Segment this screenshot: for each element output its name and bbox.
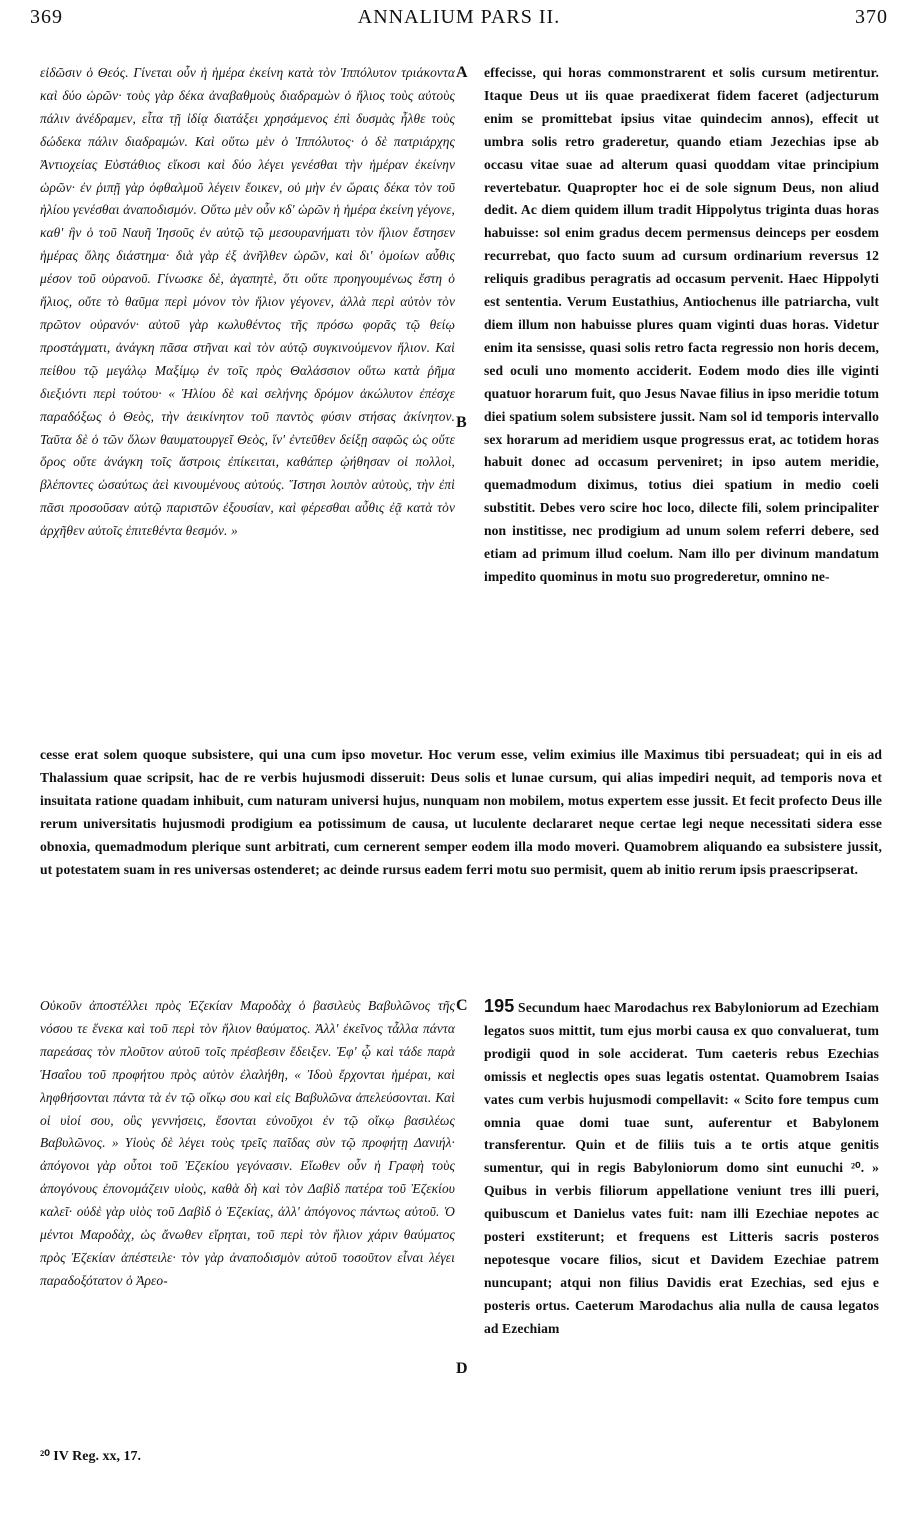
latin-text-section-2: [484, 995, 879, 1341]
column-number-195: 195: [484, 996, 515, 1016]
footnote: ²⁰ IV Reg. xx, 17.: [40, 1449, 141, 1464]
page-number-right: 370: [854, 6, 888, 28]
page-number-left: 369: [30, 6, 63, 28]
greek-text-section-2: Οὐκοῦν ἀποστέλλει πρὸς Ἐζεκίαν Μαροδὰχ ὁ βασιλεὺς Βαβυλῶνος τῆς νόσου τε ἕνεκα καὶ τοῦ περὶ τὸν ἥλιον θαύματος. Ἀλλ' ἐκεῖνος τἆλλα πάντα παρεάσας τὸν πλοῦτον αὐτοῦ τοῖς πρέσβεσιν ἔδειξεν. Ἐφ' ᾧ καὶ τάδε παρὰ Ἡσαΐου τοῦ προφήτου πρὸς αὐτὸν ἐλαλήθη, « Ἰδοὺ ἔρχονται ἡμέραι, καὶ ληφθήσονται πάντα τὰ ἐν τῷ οἴκῳ σου καὶ εἰς Βαβυλῶνα ἀπελεύσονται. Καὶ οἱ υἱοί σου, οὓς γεννήσεις, ἔσονται εὐνοῦχοι ἐν τῷ οἴκῳ βασιλέως Βαβυλῶνος. » Υἱοὺς δὲ λέγει τοὺς τρεῖς παῖδας σὺν τῷ προφήτῃ Δανιήλ· ἀπόγονοι γὰρ οὗτοι τοῦ Ἐζεκίου γεγόνασιν. Εἴωθεν οὖν ἡ Γραφὴ τοὺς ἀπογόνους ἐπονομάζειν υἱοὺς, καθὰ δὴ καὶ τὸν Δαβὶδ πατέρα τοῦ Ἐζεκίου καλεῖ· οὐδὲ γὰρ υἱὸς τοῦ Δαβὶδ ὁ Ἐζεκίας, ἀλλ' ἀπόγονος πάντως αὐτοῦ. Ὁ μέντοι Μαροδὰχ, ὡς ἄνωθεν εἴρηται, τοῦ περὶ τὸν ἥλιον χάριν θαύματος πρὸς Ἐζεκίαν ἀπέστειλε· τὸν γὰρ ἀναποδισμὸν αὐτοῦ τοσοῦτον εἶναι λέγει παραδοξότατον ὁ Ἀρεο-: [40, 998, 455, 1288]
greek-column-section-2: [40, 995, 455, 1440]
latin-full-width-paragraph: [40, 744, 882, 984]
margin-marker-d: D: [456, 1360, 468, 1377]
latin-full-width-text: cesse erat solem quoque subsistere, qui una cum ipso movetur. Hoc verum esse, velim eximius ille Maximus tibi persuadeat; qui in eis ad Thalassium quae scripsit, hac de re verbis hujusmodi disseruit: Deus solis et lunae cursum, qui alias impediri nequit, ad temporis nova et insuitata ratione quadam inhibuit, cum naturam universi hujus, nunquam non mobilem, motus expertem esse jussit. Et fecit profecto Deus ille rerum universitatis hujusmodi prodigium ea potissimum de causa, ut luculente declararet neque certae legi neque necessitati sidera esse obnoxia, quemadmodum plerique sunt arbitrati, cum cernerent semper eodem illa modo moveri. Quamobrem aliquando ea subsistere jussit, ut potestatem suam in res universas ostenderet; ac deinde rursus eadem ferri motu suo permisit, quem ab initio rerum ipsis praescripserat.: [40, 747, 882, 877]
latin-text-section-2-body: Secundum haec Marodachus rex Babyloniorum ad Ezechiam legatos suos mittit, tum ejus morbi causa ex quo convaluerat, tum prodigii quod in sole acciderat. Tum caeteris rebus Ezechias omissis et neglectis opes suas legatis ostentat. Quamobrem Isaias vates cum verbis hujusmodi compellavit: « Scito fore tempus cum omnia quae domi tuae sunt, auferentur et Babylonem transferentur. Quin et de filiis tuis a te ortis atque genitis sumentur, qui in regis Babyloniorum domo sint eunuchi ²⁰. » Quibus in verbis filiorum appellatione veniunt tres illi pueri, quibuscum et Danielus vates fuit: nam illi Ezechiae nepotes ac posteri exstiterunt; et frequens est Litteris sacris posteros nepotesque vocare filios, sicut et Davidem Ezechiae patrem nuncupant; atqui non filius Davidis erat Ezechias, sed ejus e posteris ortus. Caeterum Marodachus alia nulla de causa legatos ad Ezechiam: [484, 1000, 879, 1336]
running-header: [30, 6, 888, 34]
margin-marker-a: A: [456, 64, 468, 81]
latin-column-section-2: [484, 995, 879, 1440]
margin-marker-b: B: [456, 414, 467, 431]
latin-text-section-1: effecisse, qui horas commonstrarent et solis cursum metirentur. Itaque Deus ut iis quae praedixerat fidem faceret (adjecturum enim se promittebat ipsius vitae quindecim annos), effecit ut umbra solis retro graderetur, quando etiam Jezechias ipse ab occasu vitae suae ad alterum quasi quoddam vitae principium revertebatur. Quapropter hoc ei de sole signum Deus, non aliud dedit. Ac diem quidem illum tradit Hippolytus triginta duas horas habuisse: sol enim gradus decem permensus deinceps per eosdem recurrebat, quo facto suum ad cursum ordinarium reversus 12 reliquis gradibus peragratis ad occasum pervenit. Haec Hippolyti est sententia. Verum Eustathius, Antiochenus ille patriarcha, vult diem illum non habuisse plures quam viginti duas horas. Videtur enim ita sensisse, quasi solis retro facta regressio non horis decem, sed oculi uno momento acciderit. Eodem modo dies ille viginti quatuor horarum fuit, quo Jesus Navae filius in ipso meridie totum diei spatium solem subsistere jussit. Nam sol id temporis intervallo sex horarum ad meridiem usque progressus erat, ac totidem horas habuit donec ad occasum perveniret; in ipso autem meridie, quemadmodum diximus, totius diei spatium in medio coeli substitit. Debes vero scire hoc loco, dilecte fili, solem principaliter non institisse, nec prodigium ad unum solem referri debere, sed etiam ad primum illud coelum. Nam illo per divinum mandatum impedito quominus in motu suo progrederetur, omnino ne-: [484, 65, 879, 584]
greek-text-section-1: εἰδῶσιν ὁ Θεός. Γίνεται οὖν ἡ ἡμέρα ἐκείνη κατὰ τὸν Ἱππόλυτον τριάκοντα καὶ δύο ὡρῶν· τοὺς γὰρ δέκα ἀναβαθμοὺς διαδραμὼν ὁ ἥλιος τοὺς αὐτοὺς πάλιν ἀνέδραμεν, εἶτα τῇ ἰδίᾳ διατάξει χρησάμενος ἐπὶ δυσμὰς ἦλθε τοὺς δώδεκα πάλιν διαδραμών. Καὶ οὕτω μὲν ὁ Ἱππόλυτος· ὁ δὲ πατριάρχης Ἀντιοχείας Εὐστάθιος εἴκοσι καὶ δύο λέγει γενέσθαι τὴν ἡμέραν ἐκείνην ὡρῶν· ἐν ῥιπῇ γὰρ ὀφθαλμοῦ λέγειν ἔοικεν, οὐ μὴν ἐν ὥραις δέκα τὸν τοῦ ἡλίου γενέσθαι ἀναποδισμόν. Οὕτω μὲν οὖν κδ' ὡρῶν ἡ ἡμέρα ἐκείνη γέγονε, καθ' ἣν ὁ τοῦ Ναυῆ Ἰησοῦς ἐν αὐτῷ τῷ μεσουρανήματι τὸν ἥλιον ἔστησεν ἡμέρας ὅλης διάστημα· διὰ γὰρ ἐξ ἀνῆλθεν ὡρῶν, καὶ δι' ὁμοίων αὖθις μέσον τοῦ οὐρανοῦ. Γίνωσκε δὲ, ἀγαπητὲ, ὅτι οὔτε προηγουμένως ἔστη ὁ ἥλιος, οὔτε τὸ θαῦμα περὶ μόνον τὸν ἥλιον γέγονεν, ἀλλὰ περὶ αὐτὸν τὸν πρῶτον οὐρανόν· αὐτοῦ γὰρ κωλυθέντος τῆς πρόσω φορᾶς τῷ θείῳ προστάγματι, ἀνάγκη πᾶσα στῆναι καὶ τὸν αὐτῷ συγκινούμενον ἥλιον. Καὶ πείθου τῷ μεγάλῳ Μαξίμῳ ἐν τοῖς πρὸς Θαλάσσιον οὕτω κατὰ ῥῆμα διεξιόντι περὶ τούτου· « Ἡλίου δὲ καὶ σελήνης δρόμον ἀκώλυτον ἐπέσχε παραδόξως ὁ Θεὸς, τὴν ἀεικίνητον τοῦ παντὸς φύσιν στήσας ἀκίνητον. Ταῦτα δὲ ὁ τῶν ὅλων θαυματουργεῖ Θεὸς, ἵν' ἐντεῦθεν δείξῃ σαφῶς ὡς οὔτε ὅρος οὔτε ἀνάγκη τοῖς ἄστροις ἐπίκειται, καθάπερ ᾠήθησαν οἱ πολλοὶ, βλέποντες ὡσαύτως ἀεὶ κινουμένους αὐτούς. Ἵστησι λοιπὸν αὐτοὺς, τὴν ἐπὶ πᾶσι προσοῦσαν αὐτῷ παριστῶν ἐξουσίαν, καὶ φέρεσθαι αὖθις ἐᾷ κατὰ τὸν ἀρχῆθεν αὐτοῖς ἐπιτεθέντα θεσμόν. »: [40, 65, 455, 539]
greek-column-section-1: [40, 62, 455, 742]
running-title: ANNALIUM PARS II.: [357, 6, 561, 28]
latin-column-section-1: [484, 62, 879, 742]
margin-marker-c: C: [456, 997, 468, 1014]
